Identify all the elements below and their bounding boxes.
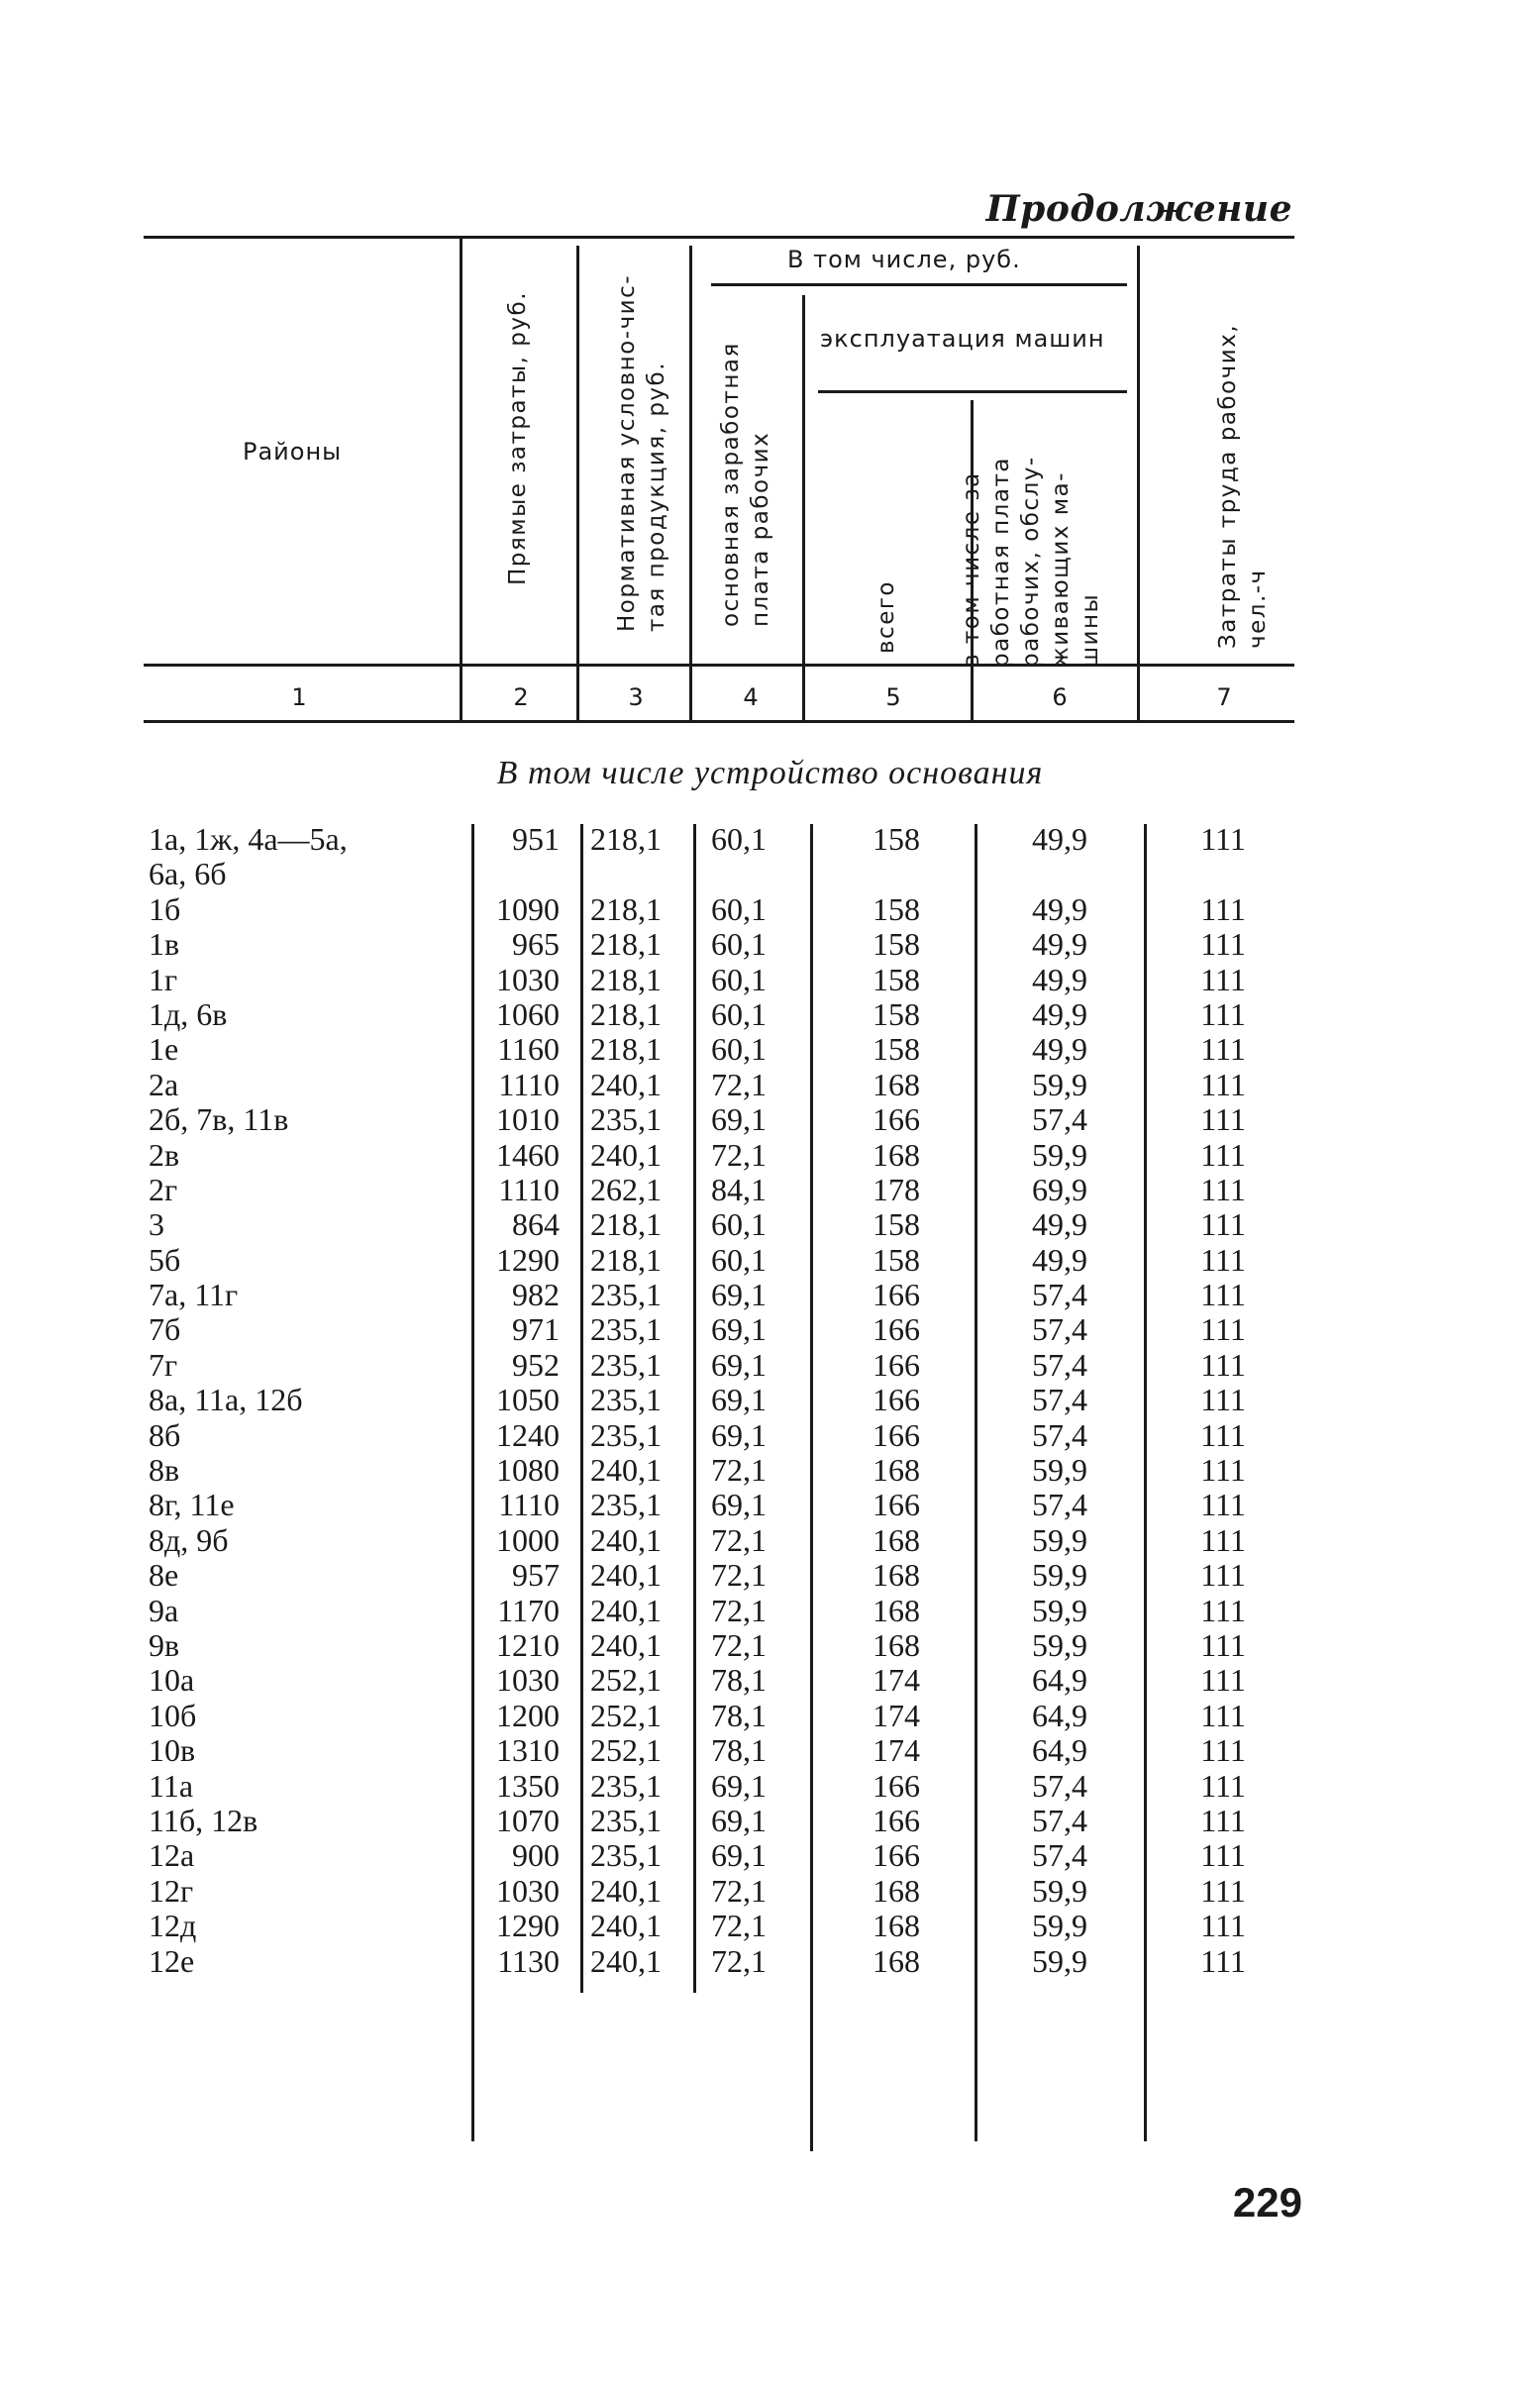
region-cell: 8д, 9б (149, 1521, 229, 1558)
direct-costs-cell: 1160 (497, 1031, 560, 1068)
region-cell: 8е (149, 1557, 179, 1594)
machines-wage-cell: 59,9 (1032, 1872, 1087, 1909)
base-wage-cell: 72,1 (711, 1136, 767, 1173)
labor-cell: 111 (1200, 961, 1246, 997)
direct-costs-cell: 1080 (496, 1452, 560, 1489)
table-row (0, 963, 1540, 997)
normative-cell: 252,1 (590, 1662, 662, 1699)
base-wage-cell: 78,1 (711, 1697, 767, 1733)
machines-total-cell: 168 (873, 1521, 920, 1558)
table-row (0, 1278, 1540, 1312)
machines-total-cell: 174 (873, 1732, 920, 1769)
base-wage-cell: 72,1 (711, 1066, 767, 1102)
region-cell: 8г, 11е (149, 1487, 235, 1523)
labor-cell: 111 (1200, 1872, 1246, 1909)
table-row (0, 1838, 1540, 1873)
machines-total-cell: 158 (873, 821, 920, 857)
direct-costs-cell: 982 (512, 1277, 560, 1313)
table-row (0, 997, 1540, 1032)
region-cell: 9в (149, 1626, 180, 1663)
labor-cell: 111 (1200, 1206, 1246, 1243)
table-top-rule (144, 236, 1294, 239)
direct-costs-cell: 1030 (496, 961, 560, 997)
base-wage-cell: 60,1 (711, 1031, 767, 1068)
column-number: 6 (1052, 683, 1068, 711)
machines-total-cell: 158 (873, 995, 920, 1032)
normative-cell: 235,1 (590, 1311, 662, 1348)
labor-cell: 111 (1200, 1311, 1246, 1348)
table-row (0, 1348, 1540, 1383)
labor-cell: 111 (1200, 1592, 1246, 1628)
labor-cell: 111 (1200, 1452, 1246, 1489)
table-row (0, 1699, 1540, 1733)
labor-cell: 111 (1200, 1031, 1246, 1068)
normative-cell: 235,1 (590, 1837, 662, 1874)
labor-cell: 111 (1200, 1066, 1246, 1102)
normative-cell: 240,1 (590, 1557, 662, 1594)
region-cell: 6а, 6б (149, 856, 227, 892)
machines-total-cell: 158 (873, 1206, 920, 1243)
table-row (0, 1558, 1540, 1593)
continuation-label: Продолжение (985, 188, 1292, 230)
table-row-continuation (0, 857, 1540, 891)
base-wage-header: основная заработная плата рабочих (718, 342, 773, 627)
region-cell: 7б (149, 1311, 181, 1348)
table-row (0, 1207, 1540, 1242)
normative-cell: 218,1 (590, 995, 662, 1032)
region-cell: 1в (149, 926, 180, 963)
normative-cell: 240,1 (590, 1908, 662, 1944)
direct-costs-cell: 1030 (496, 1662, 560, 1699)
direct-costs-cell: 1310 (496, 1732, 560, 1769)
direct-costs-cell: 1060 (496, 995, 560, 1032)
normative-header: Нормативная условно-чис- тая продукция, руб. (614, 273, 669, 632)
table-row (0, 1523, 1540, 1558)
normative-cell: 218,1 (590, 821, 662, 857)
direct-costs-cell: 957 (512, 1557, 560, 1594)
direct-costs-cell: 1030 (496, 1872, 560, 1909)
table-row (0, 1243, 1540, 1278)
table-row (0, 1874, 1540, 1909)
machines-total-cell: 178 (873, 1171, 920, 1207)
header-divider-6 (1137, 246, 1140, 720)
region-cell: 7г (149, 1346, 178, 1383)
machines-total-cell: 168 (873, 1872, 920, 1909)
base-wage-cell: 69,1 (711, 1837, 767, 1874)
machines-total-cell: 158 (873, 926, 920, 963)
direct-costs-cell: 1350 (496, 1767, 560, 1804)
labor-cell: 111 (1200, 1837, 1246, 1874)
region-cell: 12а (149, 1837, 195, 1874)
machines-wage-cell: 57,4 (1032, 1382, 1087, 1418)
section-subtitle: В том числе устройство основания (496, 755, 1044, 791)
table-row (0, 1628, 1540, 1663)
labor-cell: 111 (1200, 1662, 1246, 1699)
direct-costs-cell: 1130 (497, 1942, 560, 1979)
machines-wage-cell: 49,9 (1032, 1241, 1087, 1278)
column-number: 3 (628, 683, 644, 711)
labor-cell: 111 (1200, 1171, 1246, 1207)
labor-cell: 111 (1200, 1732, 1246, 1769)
direct-costs-cell: 1240 (496, 1416, 560, 1453)
column-number: 5 (885, 683, 901, 711)
header-divider-4 (802, 295, 805, 720)
table-row (0, 892, 1540, 927)
base-wage-cell: 69,1 (711, 1416, 767, 1453)
direct-costs-cell: 1290 (496, 1241, 560, 1278)
direct-costs-cell: 1210 (496, 1626, 560, 1663)
base-wage-cell: 60,1 (711, 1241, 767, 1278)
labor-cell: 111 (1200, 1416, 1246, 1453)
machines-total-cell: 168 (873, 1452, 920, 1489)
base-wage-cell: 84,1 (711, 1171, 767, 1207)
normative-cell: 240,1 (590, 1942, 662, 1979)
labor-cell: 111 (1200, 1277, 1246, 1313)
direct-costs-cell: 900 (512, 1837, 560, 1874)
region-cell: 2б, 7в, 11в (149, 1101, 289, 1138)
labor-cell: 111 (1200, 1382, 1246, 1418)
machines-wage-cell: 64,9 (1032, 1732, 1087, 1769)
table-row (0, 1804, 1540, 1838)
base-wage-cell: 69,1 (711, 1311, 767, 1348)
normative-cell: 240,1 (590, 1592, 662, 1628)
normative-cell: 218,1 (590, 1241, 662, 1278)
normative-cell: 235,1 (590, 1382, 662, 1418)
labor-cell: 111 (1200, 1346, 1246, 1383)
base-wage-cell: 69,1 (711, 1382, 767, 1418)
table-row (0, 1173, 1540, 1207)
machines-total-cell: 166 (873, 1802, 920, 1838)
labor-cell: 111 (1200, 1626, 1246, 1663)
labor-cell: 111 (1200, 1908, 1246, 1944)
direct-costs-cell: 965 (512, 926, 560, 963)
normative-cell: 240,1 (590, 1521, 662, 1558)
labor-cell: 111 (1200, 995, 1246, 1032)
column-number: 2 (513, 683, 529, 711)
region-cell: 5б (149, 1241, 181, 1278)
base-wage-cell: 72,1 (711, 1626, 767, 1663)
machines-wage-cell: 59,9 (1032, 1592, 1087, 1628)
machines-total-cell: 168 (873, 1066, 920, 1102)
machines-total-cell: 166 (873, 1767, 920, 1804)
direct-costs-cell: 1070 (496, 1802, 560, 1838)
labor-cell: 111 (1200, 1136, 1246, 1173)
machines-wage-cell: 59,9 (1032, 1136, 1087, 1173)
base-wage-cell: 60,1 (711, 926, 767, 963)
normative-cell: 235,1 (590, 1346, 662, 1383)
normative-cell: 235,1 (590, 1802, 662, 1838)
machines-total-cell: 168 (873, 1908, 920, 1944)
base-wage-cell: 69,1 (711, 1101, 767, 1138)
machines-total-cell: 168 (873, 1942, 920, 1979)
machines-wage-cell: 57,4 (1032, 1767, 1087, 1804)
direct-costs-cell: 1110 (498, 1066, 560, 1102)
numbers-bottom-rule (144, 720, 1294, 723)
base-wage-cell: 72,1 (711, 1872, 767, 1909)
normative-cell: 218,1 (590, 1031, 662, 1068)
header-divider-3 (689, 246, 692, 720)
base-wage-cell: 72,1 (711, 1557, 767, 1594)
machines-wage-cell: 59,9 (1032, 1626, 1087, 1663)
normative-cell: 235,1 (590, 1101, 662, 1138)
machines-total-cell: 168 (873, 1592, 920, 1628)
machines-total-cell: 166 (873, 1101, 920, 1138)
table-row (0, 1769, 1540, 1804)
base-wage-cell: 72,1 (711, 1942, 767, 1979)
labor-cell: 111 (1200, 1802, 1246, 1838)
base-wage-cell: 72,1 (711, 1908, 767, 1944)
labor-cell: 111 (1200, 890, 1246, 927)
normative-cell: 218,1 (590, 890, 662, 927)
normative-cell: 218,1 (590, 1206, 662, 1243)
machines-wage-cell: 57,4 (1032, 1416, 1087, 1453)
labor-cell: 111 (1200, 1241, 1246, 1278)
machines-total-cell: 166 (873, 1382, 920, 1418)
table-row (0, 822, 1540, 857)
labor-cell: 111 (1200, 1697, 1246, 1733)
machines-total-cell: 158 (873, 1031, 920, 1068)
region-cell: 8б (149, 1416, 181, 1453)
table-row (0, 1594, 1540, 1628)
labor-cell: 111 (1200, 1767, 1246, 1804)
region-cell: 10в (149, 1732, 196, 1769)
direct-costs-cell: 1000 (496, 1521, 560, 1558)
machines-wage-cell: 59,9 (1032, 1557, 1087, 1594)
normative-cell: 218,1 (590, 926, 662, 963)
normative-cell: 240,1 (590, 1066, 662, 1102)
normative-cell: 240,1 (590, 1136, 662, 1173)
data-rows (0, 822, 1540, 1979)
region-cell: 1е (149, 1031, 179, 1068)
base-wage-cell: 60,1 (711, 995, 767, 1032)
header-divider-2 (576, 246, 579, 720)
base-wage-cell: 69,1 (711, 1277, 767, 1313)
table-row (0, 1418, 1540, 1453)
direct-costs-cell: 1110 (498, 1171, 560, 1207)
region-cell: 8а, 11а, 12б (149, 1382, 303, 1418)
region-cell: 1д, 6в (149, 995, 228, 1032)
table-row (0, 1944, 1540, 1979)
labor-cell: 111 (1200, 926, 1246, 963)
region-cell: 11б, 12в (149, 1802, 258, 1838)
direct-costs-cell: 952 (512, 1346, 560, 1383)
machines-total-cell: 158 (873, 961, 920, 997)
direct-costs-cell: 1010 (496, 1101, 560, 1138)
region-cell: 8в (149, 1452, 180, 1489)
page-number: 229 (1232, 2179, 1302, 2226)
region-cell: 12г (149, 1872, 194, 1909)
normative-cell: 240,1 (590, 1626, 662, 1663)
regions-header: Районы (243, 438, 343, 466)
direct-costs-cell: 864 (512, 1206, 560, 1243)
machines-wage-cell: 49,9 (1032, 1206, 1087, 1243)
table-row (0, 1068, 1540, 1102)
direct-costs-cell: 971 (512, 1311, 560, 1348)
machines-wage-cell: 49,9 (1032, 1031, 1087, 1068)
machines-wage-cell: 57,4 (1032, 1311, 1087, 1348)
direct-costs-cell: 1200 (496, 1697, 560, 1733)
column-number: 4 (743, 683, 759, 711)
region-cell: 10б (149, 1697, 197, 1733)
machines-wage-cell: 49,9 (1032, 995, 1087, 1032)
machines-total-cell: 166 (873, 1837, 920, 1874)
table-row (0, 1032, 1540, 1067)
machines-wage-cell: 49,9 (1032, 821, 1087, 857)
group-underline (711, 283, 1127, 286)
direct-costs-cell: 1290 (496, 1908, 560, 1944)
region-cell: 10а (149, 1662, 195, 1699)
machines-total-cell: 166 (873, 1416, 920, 1453)
machines-wage-cell: 57,4 (1032, 1837, 1087, 1874)
direct-costs-cell: 1170 (497, 1592, 560, 1628)
base-wage-cell: 78,1 (711, 1662, 767, 1699)
table-row (0, 1663, 1540, 1698)
labor-cell: 111 (1200, 1521, 1246, 1558)
column-number: 1 (291, 683, 307, 711)
normative-cell: 262,1 (590, 1171, 662, 1207)
region-cell: 1б (149, 890, 181, 927)
base-wage-cell: 69,1 (711, 1802, 767, 1838)
machines-wage-cell: 57,4 (1032, 1101, 1087, 1138)
normative-cell: 235,1 (590, 1767, 662, 1804)
table-row (0, 1909, 1540, 1943)
base-wage-cell: 60,1 (711, 961, 767, 997)
machines-total-header: всего (873, 579, 899, 654)
direct-costs-cell: 951 (512, 821, 560, 857)
labor-cell: 111 (1200, 1487, 1246, 1523)
base-wage-cell: 60,1 (711, 890, 767, 927)
region-cell: 7а, 11г (149, 1277, 239, 1313)
machines-wage-cell: 49,9 (1032, 926, 1087, 963)
base-wage-cell: 69,1 (711, 1767, 767, 1804)
machines-header: эксплуатация машин (820, 325, 1105, 353)
machines-wage-cell: 59,9 (1032, 1521, 1087, 1558)
machines-wage-cell: 64,9 (1032, 1662, 1087, 1699)
machines-total-cell: 168 (873, 1557, 920, 1594)
machines-wage-cell: 69,9 (1032, 1171, 1087, 1207)
machines-wage-cell: 59,9 (1032, 1908, 1087, 1944)
normative-cell: 240,1 (590, 1452, 662, 1489)
machines-wage-cell: 59,9 (1032, 1066, 1087, 1102)
normative-cell: 235,1 (590, 1277, 662, 1313)
machines-total-cell: 166 (873, 1311, 920, 1348)
direct-costs-cell: 1110 (498, 1487, 560, 1523)
machines-wage-header: в том числе за- работная плата рабочих, обслу- живающих ма- шины (959, 456, 1103, 668)
table-row (0, 1383, 1540, 1417)
base-wage-cell: 69,1 (711, 1487, 767, 1523)
base-wage-cell: 72,1 (711, 1521, 767, 1558)
table-row (0, 1312, 1540, 1347)
group-header: В том числе, руб. (787, 246, 1021, 273)
machines-total-cell: 166 (873, 1346, 920, 1383)
machines-wage-cell: 59,9 (1032, 1452, 1087, 1489)
machines-wage-cell: 49,9 (1032, 890, 1087, 927)
header-bottom-rule (144, 664, 1294, 667)
region-cell: 12д (149, 1908, 197, 1944)
machines-wage-cell: 57,4 (1032, 1802, 1087, 1838)
normative-cell: 235,1 (590, 1416, 662, 1453)
machines-total-cell: 158 (873, 890, 920, 927)
machines-total-cell: 174 (873, 1697, 920, 1733)
machines-total-cell: 168 (873, 1136, 920, 1173)
labor-cell: 111 (1200, 821, 1246, 857)
region-cell: 1г (149, 961, 178, 997)
normative-cell: 240,1 (590, 1872, 662, 1909)
region-cell: 2в (149, 1136, 180, 1173)
labor-header: Затраты труда рабочих, чел.-ч (1215, 323, 1271, 649)
region-cell: 12е (149, 1942, 195, 1979)
direct-costs-cell: 1050 (496, 1382, 560, 1418)
labor-cell: 111 (1200, 1101, 1246, 1138)
region-cell: 3 (149, 1206, 164, 1243)
machines-total-cell: 174 (873, 1662, 920, 1699)
normative-cell: 218,1 (590, 961, 662, 997)
labor-cell: 111 (1200, 1557, 1246, 1594)
header-divider-1 (460, 236, 462, 720)
base-wage-cell: 72,1 (711, 1452, 767, 1489)
region-cell: 9а (149, 1592, 179, 1628)
direct-costs-cell: 1460 (496, 1136, 560, 1173)
base-wage-cell: 78,1 (711, 1732, 767, 1769)
machines-wage-cell: 57,4 (1032, 1277, 1087, 1313)
table-row (0, 1138, 1540, 1173)
labor-cell: 111 (1200, 1942, 1246, 1979)
machines-wage-cell: 59,9 (1032, 1942, 1087, 1979)
normative-cell: 252,1 (590, 1697, 662, 1733)
machines-wage-cell: 64,9 (1032, 1697, 1087, 1733)
table-row (0, 1488, 1540, 1522)
direct-costs-cell: 1090 (496, 890, 560, 927)
machines-wage-cell: 57,4 (1032, 1487, 1087, 1523)
machines-total-cell: 158 (873, 1241, 920, 1278)
normative-cell: 235,1 (590, 1487, 662, 1523)
region-cell: 1а, 1ж, 4а—5а, (149, 821, 348, 857)
table-row (0, 927, 1540, 962)
column-number: 7 (1216, 683, 1232, 711)
machines-total-cell: 166 (873, 1487, 920, 1523)
region-cell: 11а (149, 1767, 194, 1804)
table-row (0, 1733, 1540, 1768)
base-wage-cell: 72,1 (711, 1592, 767, 1628)
machines-total-cell: 166 (873, 1277, 920, 1313)
machines-underline (818, 390, 1127, 393)
base-wage-cell: 69,1 (711, 1346, 767, 1383)
machines-total-cell: 168 (873, 1626, 920, 1663)
table-row (0, 1453, 1540, 1488)
table-row (0, 1102, 1540, 1137)
base-wage-cell: 60,1 (711, 821, 767, 857)
machines-wage-cell: 57,4 (1032, 1346, 1087, 1383)
normative-cell: 252,1 (590, 1732, 662, 1769)
region-cell: 2г (149, 1171, 178, 1207)
region-cell: 2а (149, 1066, 179, 1102)
machines-wage-cell: 49,9 (1032, 961, 1087, 997)
direct-costs-header: Прямые затраты, руб. (505, 290, 531, 585)
base-wage-cell: 60,1 (711, 1206, 767, 1243)
